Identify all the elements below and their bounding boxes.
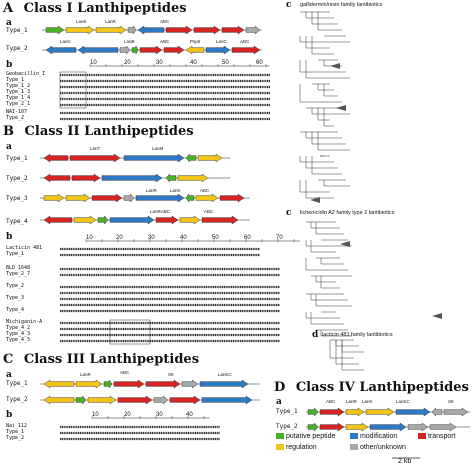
gene-label: ABC — [240, 39, 250, 44]
seq-name: Type_2 — [6, 435, 25, 441]
gene-arrow — [132, 46, 138, 54]
gene-arrow — [346, 423, 368, 431]
sequence-highlight — [60, 72, 86, 108]
tree-branch — [300, 180, 320, 192]
tree-branch — [306, 240, 342, 246]
tree-branch — [312, 156, 332, 174]
gene-arrow — [120, 46, 130, 54]
gene-label: ABC — [200, 188, 210, 193]
tree-branch — [336, 340, 351, 346]
gene-label: S9 — [448, 399, 454, 404]
gene-arrow — [44, 174, 70, 182]
gene-arrow — [76, 380, 102, 388]
gene-arrow — [102, 174, 162, 182]
tree-branch — [318, 12, 332, 30]
panel-c-heading: Class III Lanthipeptides — [23, 352, 200, 367]
legend-swatch — [350, 444, 358, 450]
gene-arrow — [46, 26, 64, 34]
panel-d-heading: Class IV Lanthipeptides — [295, 380, 469, 395]
tree-collapsed-clade — [432, 313, 442, 319]
legend-other-label: other/unknown — [359, 444, 406, 451]
ruler-tick-label: 20 — [124, 60, 131, 66]
ruler-tick-label: 60 — [244, 235, 251, 241]
ruler-tick-label: 10 — [90, 60, 97, 66]
legend-swatch — [350, 433, 358, 439]
panel-a-sub-a: a — [6, 18, 12, 28]
tree-branch — [311, 222, 330, 228]
gene-label: LanT — [90, 146, 101, 151]
gene-arrow — [88, 396, 116, 404]
gene-arrow — [66, 194, 90, 202]
tree-branch — [306, 312, 330, 318]
seq-name: Type_4_5 — [6, 337, 31, 343]
gene-arrow — [44, 380, 74, 388]
gene-label: LanM — [152, 146, 164, 151]
tree-d-title: lacticin 481 family lantibiotics — [322, 332, 393, 338]
seq-name: Type_1_4 — [6, 95, 31, 101]
tree-branch — [300, 84, 332, 102]
gene-arrow — [76, 396, 86, 404]
gene-label: PspII — [190, 39, 201, 44]
seq-name: Type_1_2 — [6, 83, 31, 89]
gene-label: LanB — [124, 39, 135, 44]
gene-arrow — [186, 194, 194, 202]
panel-b-title — [3, 124, 194, 139]
gene-arrow — [96, 26, 126, 34]
panel-b-letter: B — [3, 124, 14, 139]
gene-label: ABC — [120, 370, 130, 375]
panel-b-sub-b: b — [6, 232, 13, 242]
tree-c-title: gallidermin/nisin family lantibiotics — [300, 2, 383, 8]
seq-name: BLD 1648 — [6, 265, 31, 271]
gene-arrow — [114, 380, 144, 388]
gene-arrow — [66, 26, 94, 34]
panel-c-letter: C — [3, 352, 14, 367]
seq-name: NAI-107 — [6, 109, 28, 115]
tree-branch — [324, 180, 340, 186]
gene-label: ABC — [326, 399, 336, 404]
gene-arrow — [44, 194, 64, 202]
ruler-tick-label: 10 — [92, 412, 99, 418]
gene-label: LanC — [60, 39, 71, 44]
tree-collapsed-clade — [330, 63, 340, 69]
gene-arrow — [408, 423, 428, 431]
gene-arrow — [154, 396, 168, 404]
legend-modification-label: modification — [359, 433, 398, 440]
seq-name: Type_3 — [6, 295, 25, 301]
gene-arrow — [206, 46, 230, 54]
gene-arrow — [110, 216, 154, 224]
gene-label: LanKC — [218, 372, 232, 377]
gene-label: LanR — [105, 19, 116, 24]
gene-arrow — [178, 174, 208, 182]
tree-branch — [318, 132, 340, 150]
seq-name: Type_4 — [6, 307, 25, 313]
gene-arrow — [170, 396, 200, 404]
ruler-tick-label: 30 — [156, 60, 163, 66]
ruler-tick-label: 10 — [86, 235, 93, 241]
gene-arrow — [346, 408, 364, 416]
panel-a-sub-b: b — [6, 60, 13, 70]
panel-b-type3-label: Type_3 — [6, 195, 28, 202]
legend-peptide-label: putative peptide — [285, 433, 336, 440]
gene-arrow — [124, 154, 184, 162]
gene-arrow — [396, 408, 430, 416]
panel-a-letter: A — [3, 1, 14, 16]
legend-peptide — [276, 433, 335, 440]
tree-branch — [306, 180, 324, 198]
panel-b-type4-label: Type_4 — [6, 218, 28, 225]
gene-arrow — [308, 423, 318, 431]
panel-b-sub-a: a — [6, 142, 12, 152]
gene-arrow — [124, 194, 134, 202]
gene-arrow — [166, 174, 176, 182]
gene-label: LanR — [146, 188, 157, 193]
gene-arrow — [202, 396, 252, 404]
ruler-tick-label: 20 — [124, 412, 131, 418]
gene-arrow — [186, 154, 196, 162]
gene-arrow — [74, 216, 96, 224]
seq-name: Type_4_2 — [6, 325, 31, 331]
tree-branch — [330, 340, 346, 358]
seq-name: Type_2 — [6, 115, 25, 121]
gene-arrow — [104, 380, 112, 388]
ruler-tick-label: 70 — [276, 235, 283, 241]
gene-arrow — [146, 380, 180, 388]
ruler-tick-label: 50 — [222, 60, 229, 66]
gene-arrow — [118, 396, 152, 404]
tree-branch — [342, 340, 356, 370]
tree-branch — [312, 36, 324, 54]
gene-arrow — [186, 46, 204, 54]
gene-label: LanR — [346, 399, 357, 404]
ruler-tick-label: 40 — [186, 412, 193, 418]
gene-label: S9 — [168, 372, 174, 377]
seq-name: Type_2_1 — [6, 101, 31, 107]
gene-arrow — [182, 380, 198, 388]
tree-branch — [306, 60, 340, 78]
panel-c-type2-label: Type_2 — [6, 396, 28, 403]
gene-arrow — [98, 216, 108, 224]
tree-c2-title: lichenicidin A2 family type 2 lantibiotics — [300, 210, 395, 216]
gene-label: LanK — [362, 399, 373, 404]
gene-label: LanKC — [396, 399, 410, 404]
gene-arrow — [136, 194, 184, 202]
gene-arrow — [430, 423, 456, 431]
ruler-tick-label: 20 — [116, 235, 123, 241]
seq-name: Type_2_7 — [6, 271, 31, 277]
legend-swatch — [418, 433, 426, 439]
ruler-tick-label: 30 — [148, 235, 155, 241]
gene-arrow — [320, 408, 344, 416]
gene-label: LanK — [76, 19, 87, 24]
tree-c-letter: c — [286, 0, 292, 10]
seq-name: Type_1_3 — [6, 89, 31, 95]
legend-regulation-label: regulation — [285, 444, 317, 451]
ruler-tick-label: 30 — [156, 412, 163, 418]
gene-arrow — [232, 46, 260, 54]
seq-name: Type_1 — [6, 429, 25, 435]
seq-name: Nai_112 — [6, 423, 28, 429]
gene-arrow — [44, 396, 74, 404]
gene-label: ABC — [160, 39, 170, 44]
seq-name: Michiganin-A — [6, 319, 43, 325]
gene-arrow — [46, 46, 76, 54]
tree-branch — [306, 12, 324, 18]
scale-bar-label: 2 kb — [398, 458, 412, 465]
legend-transport — [418, 433, 456, 440]
gene-arrow — [246, 26, 260, 34]
tree-branch — [311, 294, 338, 300]
panel-a-heading: Class I Lanthipeptides — [23, 1, 187, 16]
tree-branch — [318, 84, 324, 90]
gene-label: ABC — [160, 19, 170, 24]
gene-arrow — [432, 408, 442, 416]
legend-transport-label: transport — [427, 433, 456, 440]
gene-arrow — [44, 216, 72, 224]
gene-label: LanC — [216, 39, 227, 44]
tree-collapsed-clade — [336, 105, 346, 111]
tree-branch — [324, 60, 332, 66]
legend-modification — [350, 433, 397, 440]
panel-d-type1-label: Type_1 — [276, 408, 298, 415]
gene-arrow — [128, 26, 136, 34]
gene-label: LanK — [170, 188, 181, 193]
gene-arrow — [78, 46, 118, 54]
legend — [276, 433, 472, 455]
gene-arrow — [196, 194, 218, 202]
panel-a-type2-label: Type_2 — [6, 45, 28, 52]
tree-branch — [312, 108, 340, 114]
panel-b-type1-label: Type_1 — [6, 155, 28, 162]
ruler-tick-label: 50 — [212, 235, 219, 241]
tree-d-letter: d — [312, 330, 319, 340]
panel-c-type1-label: Type_1 — [6, 380, 28, 387]
gene-arrow — [222, 26, 244, 34]
gene-arrow — [92, 194, 122, 202]
legend-other — [350, 444, 406, 451]
panel-c-sub-a: a — [6, 370, 12, 380]
legend-swatch — [276, 433, 284, 439]
gene-arrow — [72, 174, 100, 182]
gene-arrow — [198, 154, 222, 162]
ruler-tick-label: 60 — [256, 60, 263, 66]
panel-b-heading: Class II Lanthipeptides — [24, 124, 194, 139]
gene-arrow — [70, 154, 120, 162]
gene-arrow — [156, 216, 178, 224]
gene-arrow — [308, 408, 318, 416]
gene-arrow — [200, 380, 248, 388]
legend-swatch — [276, 444, 284, 450]
gene-arrow — [166, 26, 192, 34]
seq-name: Lacticin 481 — [6, 245, 43, 251]
ruler-tick-label: 40 — [180, 235, 187, 241]
gene-arrow — [180, 216, 200, 224]
seq-name: Type_1 — [6, 77, 25, 83]
gene-arrow — [138, 26, 164, 34]
gene-label: LanR — [80, 372, 91, 377]
tree-c2-letter: c — [286, 208, 292, 218]
gene-arrow — [194, 26, 220, 34]
panel-d-title — [274, 380, 469, 395]
gene-arrow — [140, 46, 162, 54]
panel-d-sub-a: a — [276, 397, 282, 407]
tree-branch — [306, 132, 332, 138]
gene-arrow — [164, 46, 184, 54]
gene-arrow — [220, 194, 244, 202]
legend-regulation — [276, 444, 317, 451]
panel-d-letter: D — [274, 380, 286, 395]
gene-arrow — [320, 423, 344, 431]
seq-name: Type_4_3 — [6, 331, 31, 337]
seq-name: Geobacillin_I — [6, 71, 46, 77]
gene-label: ABC — [204, 209, 214, 214]
ruler-tick-label: 40 — [190, 60, 197, 66]
gene-arrow — [44, 154, 68, 162]
gene-label: LanRABC — [150, 209, 171, 214]
panel-c-sub-b: b — [6, 410, 13, 420]
gene-arrow — [370, 423, 406, 431]
gene-arrow — [202, 216, 238, 224]
panel-c-title — [3, 352, 199, 367]
tree-branch — [321, 258, 334, 264]
panel-d-type2-label: Type_2 — [276, 423, 298, 430]
gene-arrow — [366, 408, 394, 416]
seq-name: Type_2 — [6, 283, 25, 289]
seq-name: Type_1 — [6, 251, 25, 257]
panel-a-type1-label: Type_1 — [6, 27, 28, 34]
gene-arrow — [444, 408, 468, 416]
panel-b-type2-label: Type_2 — [6, 175, 28, 182]
